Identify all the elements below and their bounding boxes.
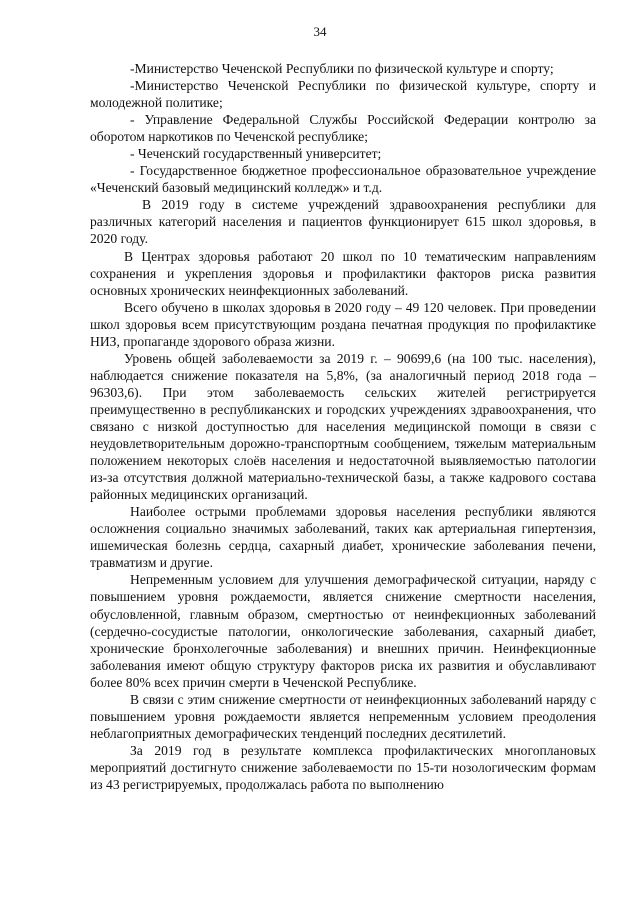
paragraph: За 2019 год в результате комплекса профилактических многоплановых мероприятий достигнуто снижение заболеваемости по 15-ти нозологическим формам из 43 регистрируемых, продолжалась работа по выполнению [90, 742, 596, 792]
page-number: 34 [313, 24, 327, 39]
paragraph: Уровень общей заболеваемости за 2019 г. – 90699,6 (на 100 тыс. населения), наблюдается снижение показателя на 5,8%, (за аналогичный период 2018 года – 96303,6). При этом заболеваемость сельских жителей регистрируется преимущественно в республиканских и городских учреждениях здравоохранения, что связано с низкой доступностью для населения медицинской помощи в связи с неудовлетворительным дорожно-транспортным сообщением, тяжелым материальным положением некоторых слоёв населения и недостаточной выявляемостью патологии из-за отсутствия должной материально-технической базы, а также кадрового состава районных медицинских организаций. [90, 350, 596, 503]
list-item: - Управление Федеральной Службы Российской Федерации контролю за оборотом наркотиков по Чеченской республике; [90, 112, 596, 145]
paragraph: В 2019 году в системе учреждений здравоохранения республики для различных категорий населения и пациентов функционирует 615 школ здоровья, в 2020 году. [90, 197, 596, 247]
paragraph: Наиболее острыми проблемами здоровья населения республики являются осложнения социально значимых заболеваний, таких как артериальная гипертензия, ишемическая болезнь сердца, сахарный диабет, хронические заболевания печени, травматизм и другие. [90, 504, 596, 571]
paragraph: В связи с этим снижение смертности от неинфекционных заболеваний наряду с повышением уровня рождаемости является непременным условием преодоления неблагоприятных демографических тенденций последних десятилетий. [90, 691, 596, 741]
document-body [90, 60, 596, 793]
paragraph: Непременным условием для улучшения демографической ситуации, наряду с повышением уровня рождаемости, является снижение смертности населения, обусловленной, главным образом, смертностью от неинфекционных заболеваний (сердечно-сосудистые патологии, онкологические заболевания, сахарный диабет, хронические бронхолегочные заболевания) и внешних причин. Неинфекционные заболевания имеют общую структуру факторов риска их развития и обуславливают более 80% всех причин смерти в Чеченской Республике. [90, 572, 596, 690]
list-item: - Государственное бюджетное профессиональное образовательное учреждение «Чеченский базовый медицинский колледж» и т.д. [90, 163, 596, 196]
list-item: -Министерство Чеченской Республики по физической культуре и спорту; [130, 61, 554, 76]
list-item: - Чеченский государственный университет; [130, 146, 382, 162]
list-item: -Министерство Чеченской Республики по физической культуре, спорту и молодежной политике; [90, 78, 596, 111]
paragraph: Всего обучено в школах здоровья в 2020 году – 49 120 человек. При проведении школ здоровья всем присутствующим роздана печатная продукция по профилактике НИЗ, пропагандe здорового образа жизни. [90, 299, 596, 349]
paragraph: В Центрах здоровья работают 20 школ по 10 тематическим направлениям сохранения и укрепления здоровья и профилактики факторов риска развития основных хронических неинфекционных заболеваний. [90, 248, 596, 298]
